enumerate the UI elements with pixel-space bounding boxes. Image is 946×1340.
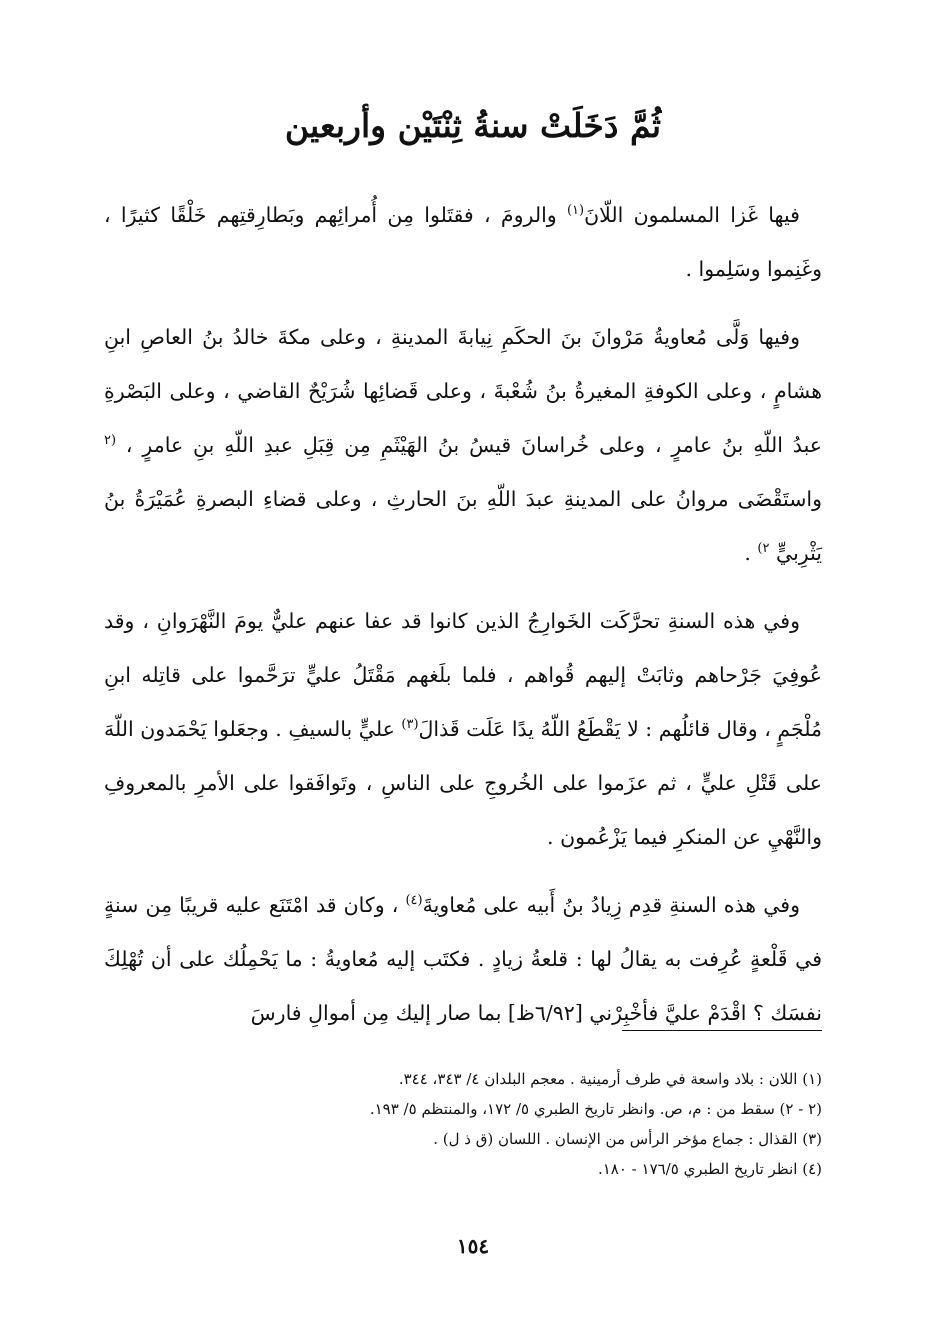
footnote-marker: (٢ bbox=[104, 433, 117, 449]
paragraph-text: والرومَ ، فقتَلوا مِن أُمرائِهم وبَطارِقتِهم خَلْقًا كثيرًا ، وغَنِموا وسَلِموا . bbox=[104, 203, 822, 281]
footnotes bbox=[140, 1064, 822, 1184]
paragraph-text: . bbox=[744, 541, 758, 565]
footnote-separator bbox=[622, 1030, 822, 1031]
footnote-4: (٤) انظر تاريخ الطبري ١٧٦/٥ - ١٨٠. bbox=[597, 1160, 822, 1178]
page-number: ١٥٤ bbox=[456, 1234, 490, 1258]
footnote-marker: ٢) bbox=[757, 541, 770, 557]
paragraph-3 bbox=[104, 594, 822, 864]
paragraph-text: واستَقْضَى مروانُ على المدينةِ عبدَ اللّهِ بنَ الحارثِ ، وعلى قضاءِ البصرةِ عُمَيْرَةُ بنُ يَثْرِبيٍّ bbox=[104, 487, 822, 565]
paragraph-text: ، وكان قد امْتَنَع عليه قريبًا مِن سنةٍ في قَلْعةٍ عُرِفت به يقالُ لها : قلعةُ زيادٍ . فكتَب إليه مُعاويةُ : ما يَحْمِلُك على أن تُهْلِكَ نفسَك ؟ اقْدَمْ عليَّ فأخْبِرْني [٦/٩٢ظ] بما صار إليك مِن أموالِ فارسَ bbox=[104, 893, 822, 1025]
footnote-marker: (٣) bbox=[401, 717, 419, 733]
paragraph-text: وفي هذه السنةِ تحرَّكَت الخَوارِجُ الذين كانوا قد عفا عنهم عليٌّ يومَ النَّهْرَوانِ ، وقد عُوفِيَ جَرْحاهم وثابَتْ إليهم قُواهم ، فلما بلَغهم مَقْتَلُ عليٍّ ترَحَّموا على قاتِله ابنِ مُلْجَمٍ ، وقال قائلُهم : لا يَقْطَعُ اللّهُ يدًا عَلَت قَذالَ bbox=[104, 609, 822, 741]
footnote-marker: (٤) bbox=[405, 893, 423, 909]
footnote-2: (٢ - ٢) سقط من : م، ص. وانظر تاريخ الطبري ٥/ ١٧٢، والمنتظم ٥/ ١٩٣. bbox=[369, 1100, 822, 1118]
chapter-title: ثُمَّ دَخَلَتْ سنةُ ثِنْتَيْن وأربعين bbox=[284, 106, 662, 145]
footnote-3: (٣) القذال : جماع مؤخر الرأس من الإنسان . اللسان (ق ذ ل) . bbox=[433, 1130, 822, 1148]
paragraph-text: فيها غَزا المسلمون اللّانَ bbox=[584, 203, 800, 227]
paragraph-4 bbox=[104, 878, 822, 1040]
paragraph-2 bbox=[104, 310, 822, 580]
footnote-marker: (١) bbox=[566, 203, 585, 219]
paragraph-text: وفيها وَلَّى مُعاويةُ مَرْوانَ بنَ الحكَمِ نِيابةَ المدينةِ ، وعلى مكةَ خالدُ بنُ العاصِ ابنِ هشامٍ ، وعلى الكوفةِ المغيرةُ بنُ شُعْبةَ ، وعلى قَضائِها شُرَيْحٌ القاضي ، وعلى البَصْرةِ عبدُ اللّهِ بنُ عامرٍ ، وعلى خُراسانَ قيسُ بنُ الهَيْثَمِ مِن قِبَلِ عبدِ اللّهِ بنِ عامرٍ ، bbox=[104, 325, 822, 457]
footnote-1: (١) اللان : بلاد واسعة في طرف أرمينية . معجم البلدان ٤/ ٣٤٣، ٣٤٤. bbox=[398, 1070, 822, 1088]
paragraph-text: وفي هذه السنةِ قدِم زِيادُ بنُ أَبيه على مُعاويةَ bbox=[422, 893, 801, 917]
main-text bbox=[104, 188, 822, 1054]
paragraph-text: عليٍّ بالسيفِ . وجعَلوا يَحْمَدون اللّهَ على قَتْلِ عليٍّ ، ثم عزَموا على الخُروجِ على الناسِ ، وتَوافَقوا على الأمرِ بالمعروفِ والنَّهْيِ عن المنكرِ فيما يَزْعُمون . bbox=[104, 717, 822, 849]
paragraph-1 bbox=[104, 188, 822, 296]
